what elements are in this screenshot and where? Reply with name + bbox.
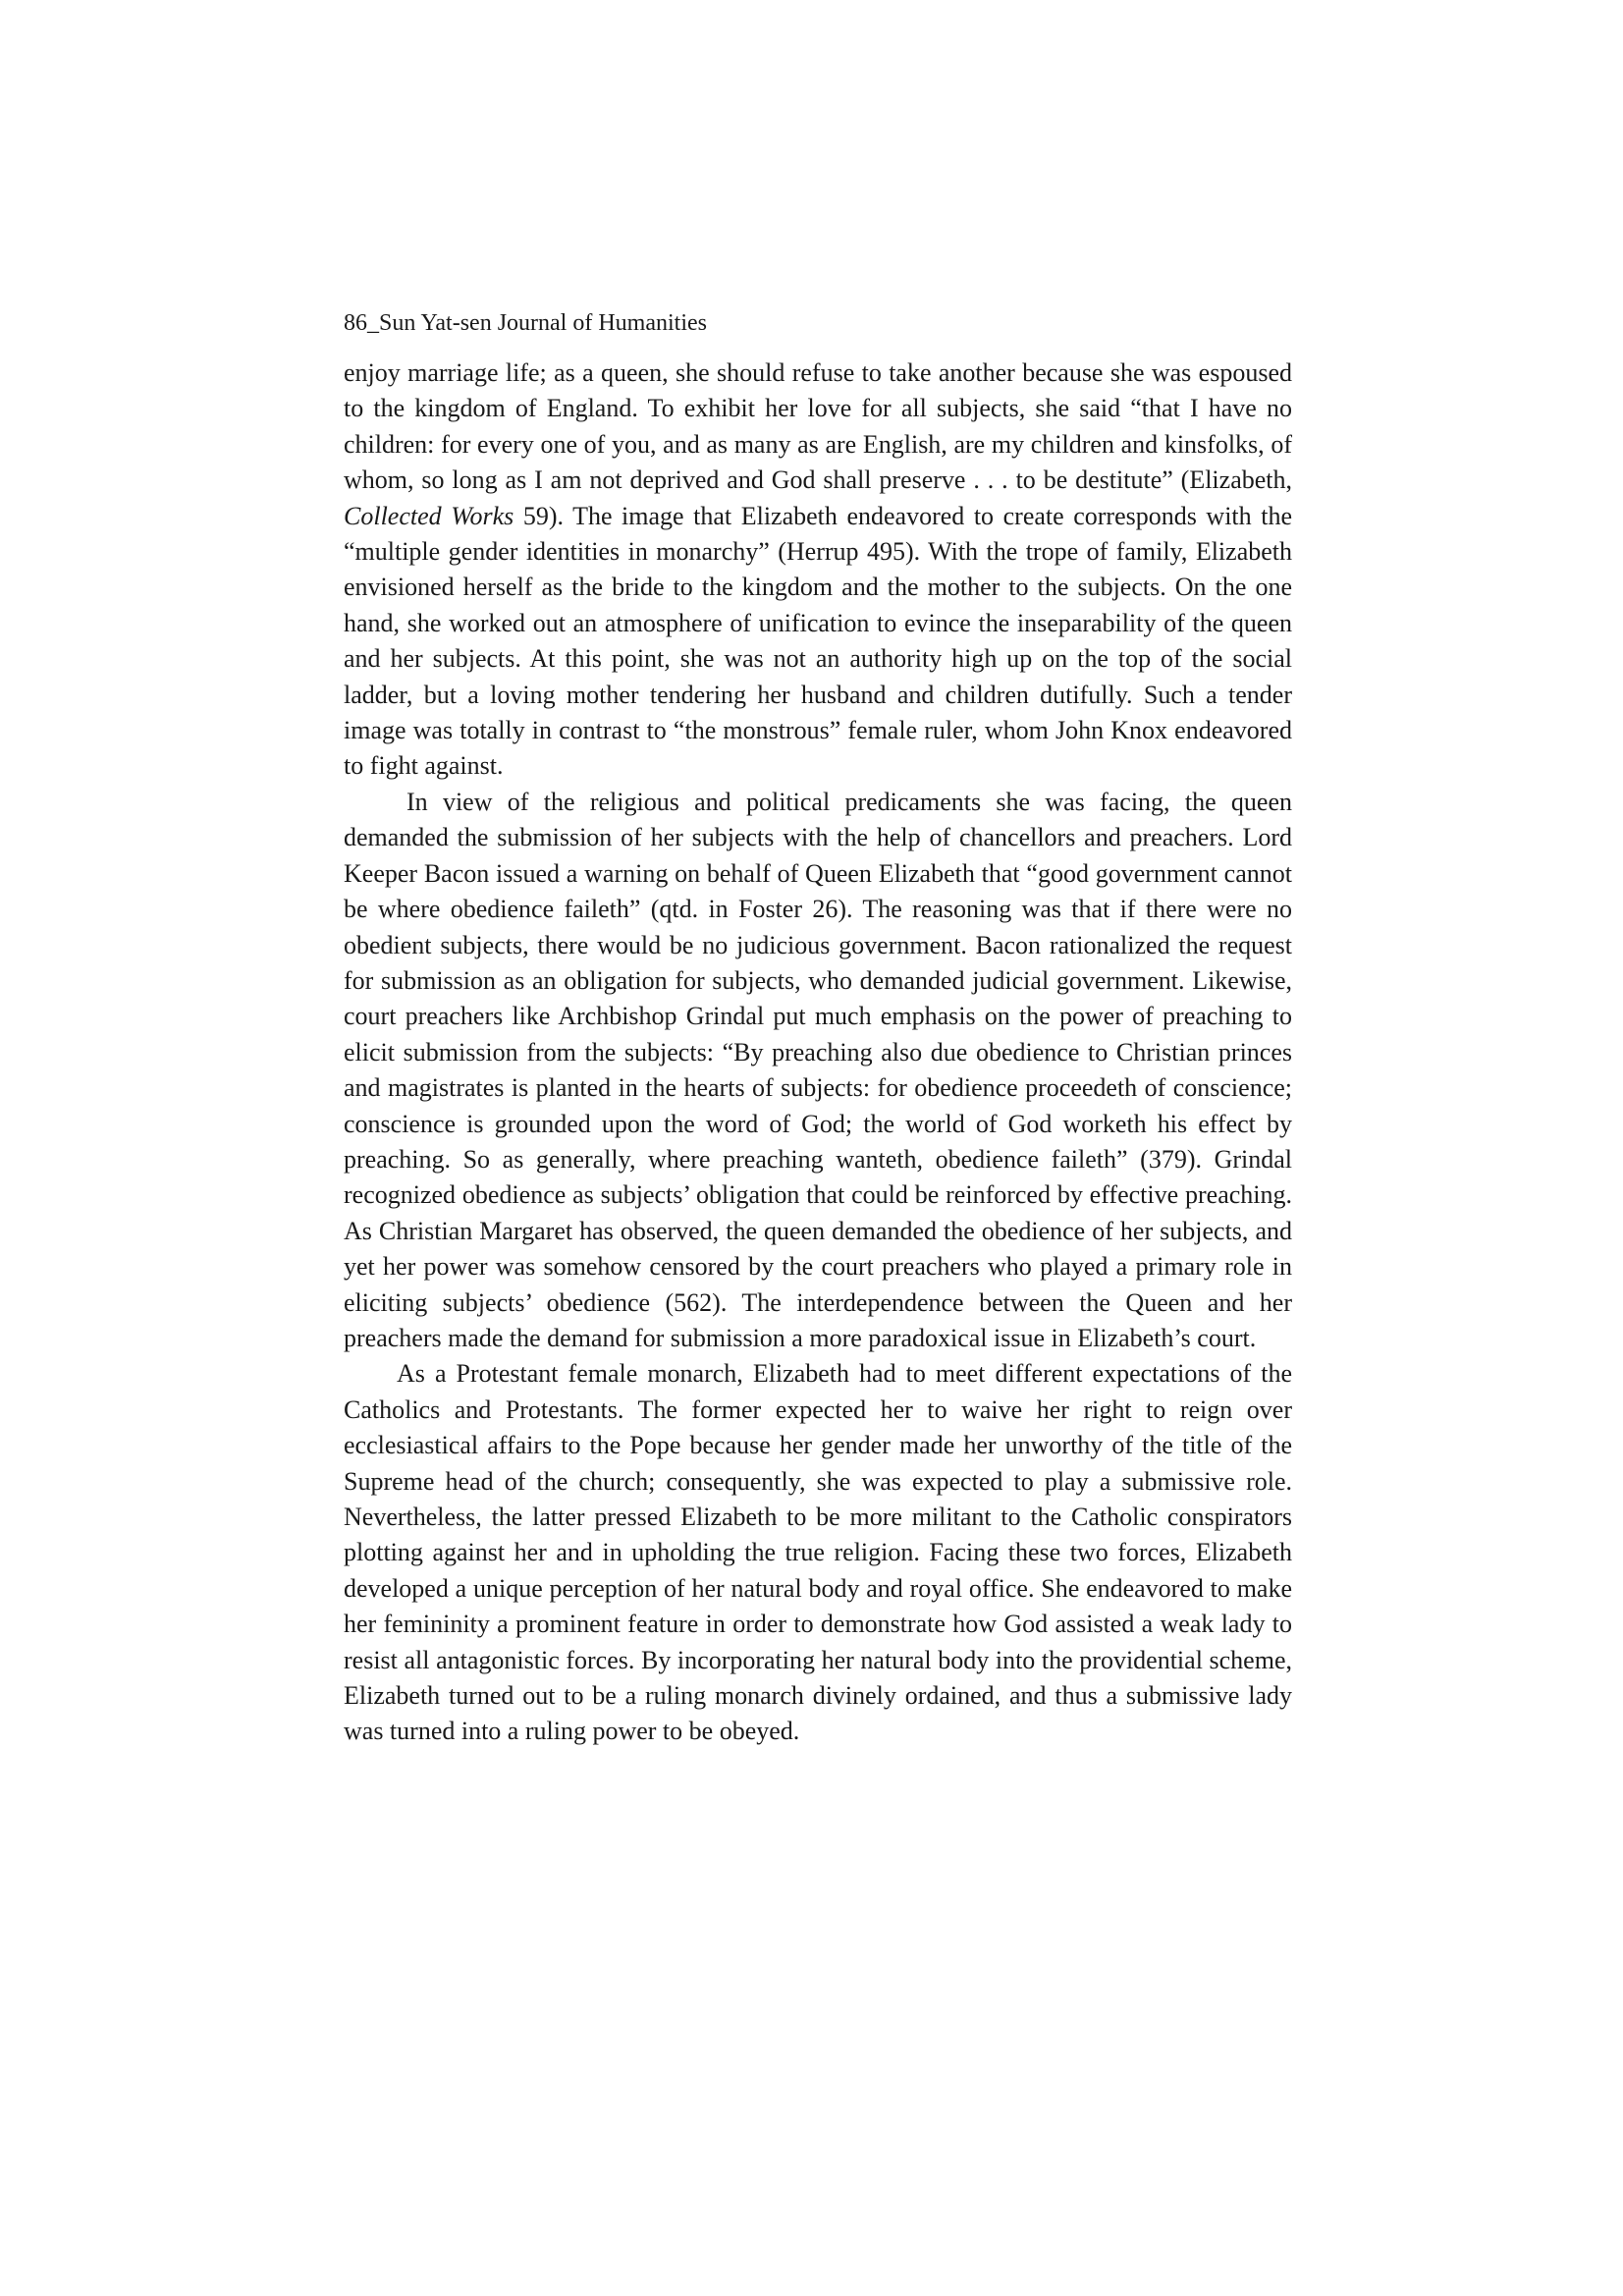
citation-title: Collected Works <box>344 501 514 530</box>
paragraph-text: 59). The image that Elizabeth endeavored to create corresponds with the “multiple gender identities in monarchy” (Herrup 495). With the trope of family, Elizabeth envisioned herself as the bride to the kingdom and the mother to the subjects. On the one hand, she worked out an atmosphere of unification to evince the inseparability of the queen and her subjects. At this point, she was not an authority high up on the top of the social ladder, but a loving mother tendering her husband and children dutifully. Such a tender image was totally in contrast to “the monstrous” female ruler, whom John Knox endeavored to fight against. <box>344 501 1292 781</box>
article-body <box>344 355 1292 1750</box>
paragraph: As a Protestant female monarch, Elizabeth had to meet different expectations of the Catholics and Protestants. The former expected her to waive her right to reign over ecclesiastical affairs to the Pope because her gender made her unworthy of the title of the Supreme head of the church; consequently, she was expected to play a submissive role. Nevertheless, the latter pressed Elizabeth to be more militant to the Catholic conspirators plotting against her and in upholding the true religion. Facing these two forces, Elizabeth developed a unique perception of her natural body and royal office. She endeavored to make her femininity a prominent feature in order to demonstrate how God assisted a weak lady to resist all antagonistic forces. By incorporating her natural body into the providential scheme, Elizabeth turned out to be a ruling monarch divinely ordained, and thus a submissive lady was turned into a ruling power to be obeyed. <box>344 1359 1292 1746</box>
paragraph-text: enjoy marriage life; as a queen, she should refuse to take another because she was espoused to the kingdom of England. To exhibit her love for all subjects, she said “that I have no children: for every one of you, and as many as are English, are my children and kinsfolks, of whom, so long as I am not deprived and God shall preserve . . . to be destitute” (Elizabeth, <box>344 358 1292 495</box>
paragraph-continued <box>344 355 1292 785</box>
running-header: 86_Sun Yat-sen Journal of Humanities <box>344 310 707 336</box>
paragraph: In view of the religious and political predicaments she was facing, the queen demanded the submission of her subjects with the help of chancellors and preachers. Lord Keeper Bacon issued a warning on behalf of Queen Elizabeth that “good government cannot be where obedience faileth” (qtd. in Foster 26). The reasoning was that if there were no obedient subjects, there would be no judicious government. Bacon rationalized the request for submission as an obligation for subjects, who demanded judicial government. Likewise, court preachers like Archbishop Grindal put much emphasis on the power of preaching to elicit submission from the subjects: “By preaching also due obedience to Christian princes and magistrates is planted in the hearts of subjects: for obedience proceedeth of conscience; conscience is grounded upon the word of God; the world of God worketh his effect by preaching. So as generally, where preaching wanteth, obedience faileth” (379). Grindal recognized obedience as subjects’ obligation that could be reinforced by effective preaching. As Christian Margaret has observed, the queen demanded the obedience of her subjects, and yet her power was somehow censored by the court preachers who played a primary role in eliciting subjects’ obedience (562). The interdependence between the Queen and her preachers made the demand for submission a more paradoxical issue in Elizabeth’s court. <box>344 787 1292 1352</box>
